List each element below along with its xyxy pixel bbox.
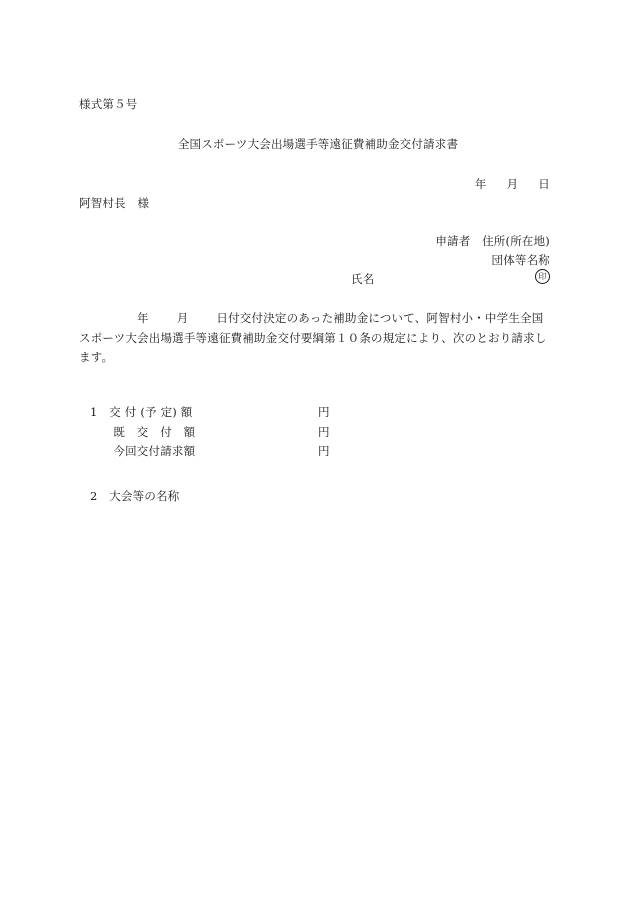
addressee: 阿智村長 様 bbox=[79, 196, 150, 210]
applicant-org-label: 団体等名称 bbox=[491, 253, 550, 267]
page-title: 全国スポーツ大会出場選手等遠征費補助金交付請求書 bbox=[177, 137, 459, 151]
item-label-grant-amount: 1 交 付 (予 定) 額 bbox=[90, 405, 193, 419]
item-unit-grant-amount: 円 bbox=[318, 405, 330, 419]
item-label-already-paid: 既 交 付 額 bbox=[90, 425, 196, 439]
body-paragraph bbox=[79, 309, 551, 368]
applicant-name-label: 氏名 bbox=[351, 272, 375, 286]
date-day: 日 bbox=[538, 177, 550, 191]
body-text: 日付交付決定のあった補助金について、阿智村小・中学生全国スポーツ大会出場選手等遠征費補助金交付要綱第１０条の規定により、次のとおり請求します。 bbox=[79, 311, 547, 364]
seal-mark: 印 bbox=[535, 269, 550, 284]
item-unit-already-paid: 円 bbox=[318, 425, 330, 439]
applicant-address-label: 申請者 住所(所在地) bbox=[435, 234, 550, 248]
date-line bbox=[475, 176, 550, 192]
item-unit-current-request: 円 bbox=[318, 444, 330, 458]
date-month: 月 bbox=[506, 177, 519, 191]
date-year: 年 bbox=[474, 177, 487, 191]
item-label-current-request: 今回交付請求額 bbox=[90, 444, 196, 458]
body-month: 月 bbox=[176, 311, 189, 325]
item-label-event-name: 2 大会等の名称 bbox=[90, 489, 180, 503]
body-year: 年 bbox=[137, 311, 149, 325]
form-number: 様式第５号 bbox=[79, 97, 138, 111]
